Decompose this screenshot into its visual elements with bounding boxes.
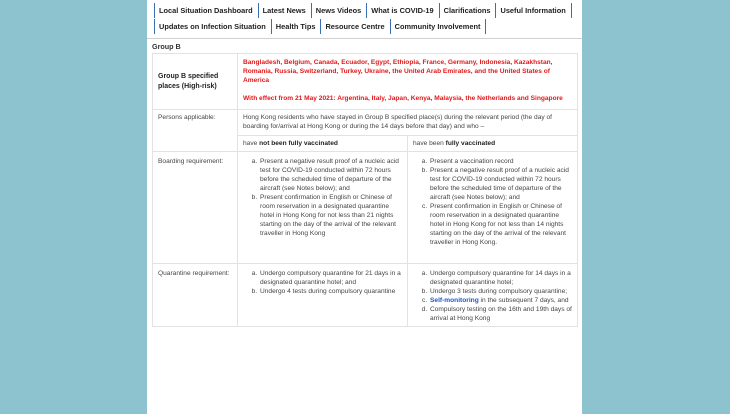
column-emphasis: fully vaccinated <box>445 140 496 147</box>
table-row <box>153 264 578 327</box>
column-emphasis: not been fully vaccinated <box>259 140 338 147</box>
persons-label: Persons applicable: <box>158 114 216 121</box>
content-page <box>147 0 582 414</box>
specified-places-label: Group B specified places (High-risk) <box>158 73 219 90</box>
boarding-not-vaccinated <box>238 152 408 264</box>
specified-places-cell <box>238 54 578 110</box>
list-item: c. Present confirmation in English or Chinese of room reservation in a designated quarantine hotel in Hong Kong for not less than 14 nights starting on the day of the arrival of the relevant traveller in Hong Kong. <box>429 202 572 247</box>
nav-resource-centre[interactable]: Resource Centre <box>320 19 389 34</box>
requirements-table <box>152 53 578 327</box>
persons-text: Hong Kong residents who have stayed in Group B specified place(s) during the relevant period (the day of boarding for/arrival at Hong Kong or during the 14 days before that day) and who – <box>243 114 552 130</box>
nav-useful-information[interactable]: Useful Information <box>495 3 571 18</box>
nav-row-2 <box>154 19 582 34</box>
persons-cell <box>238 110 578 136</box>
table-row <box>153 152 578 264</box>
column-fully-vaccinated <box>408 136 578 152</box>
list-item: d. Compulsory testing on the 16th and 19th days of arrival at Hong Kong <box>429 305 572 323</box>
list-item-text: in the subsequent 7 days, and <box>478 297 569 304</box>
table-row <box>153 110 578 136</box>
nav-local-situation-dashboard[interactable]: Local Situation Dashboard <box>154 3 258 18</box>
nav-clarifications[interactable]: Clarifications <box>439 3 496 18</box>
boarding-label-cell <box>153 152 238 264</box>
nav-latest-news[interactable]: Latest News <box>258 3 311 18</box>
list-item: a. Undergo compulsory quarantine for 21 days in a designated quarantine hotel; and <box>259 269 402 287</box>
nav-updates-infection[interactable]: Updates on Infection Situation <box>154 19 271 34</box>
column-prefix: have been <box>413 140 446 147</box>
quarantine-fully-vaccinated <box>408 264 578 327</box>
quarantine-not-vaccinated <box>238 264 408 327</box>
self-monitoring-link[interactable]: Self-monitoring <box>430 297 479 304</box>
specified-places-label-cell <box>153 54 238 110</box>
nav-community-involvement[interactable]: Community Involvement <box>390 19 487 34</box>
quarantine-label-cell <box>153 264 238 327</box>
list-item: b. Present a negative result proof of a nucleic acid test for COVID-19 conducted within 72 hours before the scheduled time of departure of the aircraft (see Notes below); and <box>429 166 572 202</box>
list-item: b. Present confirmation in English or Chinese of room reservation in a designated quarantine hotel in Hong Kong for not less than 21 nights starting on the day of the arrival of the relevant traveller in Hong Kong <box>259 193 402 238</box>
persons-label-cell <box>153 110 238 152</box>
list-item <box>429 296 572 305</box>
list-item: b. Undergo 3 tests during compulsory quarantine; <box>429 287 572 296</box>
top-navigation <box>147 2 582 34</box>
table-row <box>153 54 578 110</box>
quarantine-label: Quarantine requirement: <box>158 270 230 277</box>
boarding-label: Boarding requirement: <box>158 158 224 165</box>
places-list: Bangladesh, Belgium, Canada, Ecuador, Egypt, Ethiopia, France, Germany, Indonesia, Kazakhstan, Romania, Russia, Switzerland, Turkey, Ukraine, the United Arab Emirates, and the United States of America <box>243 59 553 84</box>
list-item: b. Undergo 4 tests during compulsory quarantine <box>259 287 402 296</box>
nav-health-tips[interactable]: Health Tips <box>271 19 321 34</box>
list-item: a. Present a vaccination record <box>429 157 572 166</box>
column-not-vaccinated <box>238 136 408 152</box>
group-title: Group B <box>152 42 181 51</box>
nav-what-is-covid[interactable]: What is COVID-19 <box>366 3 438 18</box>
column-prefix: have <box>243 140 260 147</box>
divider <box>147 38 582 39</box>
nav-row-1 <box>154 3 582 18</box>
nav-news-videos[interactable]: News Videos <box>311 3 366 18</box>
list-item: a. Undergo compulsory quarantine for 14 days in a designated quarantine hotel; <box>429 269 572 287</box>
places-effective: With effect from 21 May 2021: Argentina, Italy, Japan, Kenya, Malaysia, the Netherlands and Singapore <box>243 95 563 102</box>
boarding-fully-vaccinated <box>408 152 578 264</box>
list-item: a. Present a negative result proof of a nucleic acid test for COVID-19 conducted within 72 hours before the scheduled time of departure of the aircraft (see Notes below); and <box>259 157 402 193</box>
